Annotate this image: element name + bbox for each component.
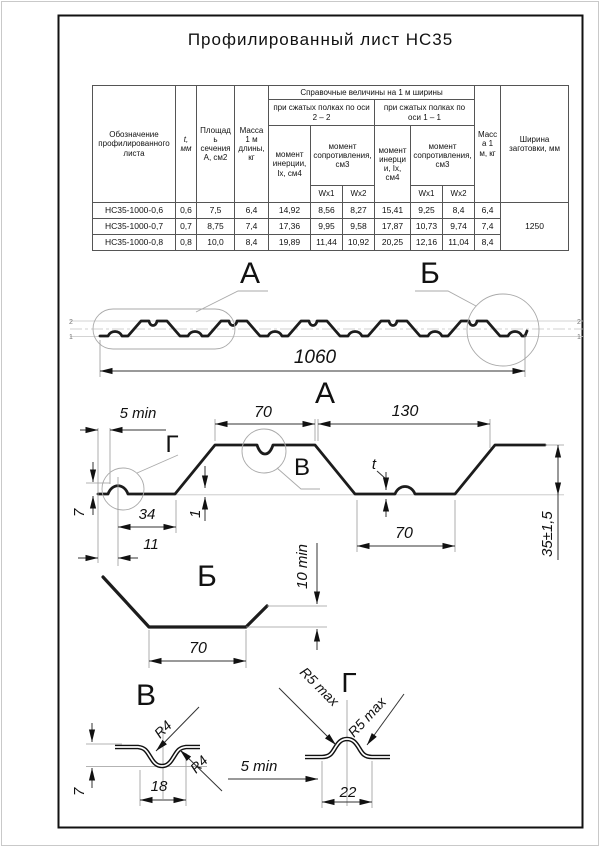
dim-11: 11 bbox=[143, 536, 159, 553]
dim-t: t bbox=[371, 456, 377, 473]
cell: 0,8 bbox=[176, 235, 197, 251]
detail-b-callout-circle bbox=[467, 294, 539, 366]
col-blank-width: Ширина заготовки, мм bbox=[501, 86, 569, 203]
col-wx1: Wx1 bbox=[311, 186, 343, 203]
cell: 0,7 bbox=[176, 219, 197, 235]
cell: 7,4 bbox=[475, 219, 501, 235]
cell: 10,92 bbox=[343, 235, 375, 251]
col-axis-1-1: при сжатых полках по оси 1 – 1 bbox=[375, 100, 475, 126]
col-inertia-1: момент инерции, Ix, см4 bbox=[375, 126, 411, 203]
dim-r5-left: R5 max bbox=[296, 663, 343, 710]
cell: 11,04 bbox=[443, 235, 475, 251]
dim-130: 130 bbox=[391, 403, 419, 420]
dim-r5-right: R5 max bbox=[344, 693, 390, 741]
page-title: Профилированный лист НС35 bbox=[187, 30, 454, 49]
detail-v-label: В bbox=[135, 679, 157, 712]
cell: 7,5 bbox=[197, 203, 235, 219]
dim-7: 7 bbox=[71, 508, 88, 517]
col-resistance-1: момент сопротивления, см3 bbox=[411, 126, 475, 186]
col-mass-1m: Масса 1 м, кг bbox=[475, 86, 501, 203]
cell: 9,25 bbox=[411, 203, 443, 219]
cell: НС35-1000-0,6 bbox=[93, 203, 176, 219]
detail-a-drawing bbox=[71, 377, 564, 566]
col-inertia-2: момент инерции, Ix, см4 bbox=[269, 126, 311, 203]
cell: 9,95 bbox=[311, 219, 343, 235]
cell: 9,74 bbox=[443, 219, 475, 235]
overview-drawing bbox=[69, 257, 583, 377]
cell: 8,56 bbox=[311, 203, 343, 219]
cell: 6,4 bbox=[235, 203, 269, 219]
dim-18: 18 bbox=[150, 778, 168, 795]
detail-b-label: Б bbox=[197, 560, 217, 593]
cell: 20,25 bbox=[375, 235, 411, 251]
detail-b-outline bbox=[103, 577, 267, 627]
col-wx2: Wx2 bbox=[343, 186, 375, 203]
cell: 8,4 bbox=[235, 235, 269, 251]
dim-34: 34 bbox=[138, 506, 156, 523]
dim-1: 1 bbox=[187, 509, 204, 518]
cell: 7,4 bbox=[235, 219, 269, 235]
cell: 15,41 bbox=[375, 203, 411, 219]
detail-g-callout-circle bbox=[102, 468, 144, 510]
col-designation: Обозначение профилированного листа bbox=[93, 86, 176, 203]
cell: 17,87 bbox=[375, 219, 411, 235]
detail-a-label: А bbox=[314, 377, 336, 410]
cell: 14,92 bbox=[269, 203, 311, 219]
callout-v-label: В bbox=[293, 454, 311, 481]
dim-r4-bottom: R4 bbox=[186, 752, 211, 777]
dim-22: 22 bbox=[339, 784, 357, 801]
dim-5min: 5 min bbox=[119, 405, 157, 422]
cell: 8,4 bbox=[475, 235, 501, 251]
col-resistance-2: момент сопротивления, см3 bbox=[311, 126, 375, 186]
cell: 9,58 bbox=[343, 219, 375, 235]
cell: 0,6 bbox=[176, 203, 197, 219]
dim-7: 7 bbox=[71, 787, 88, 796]
sheet-profile-outline bbox=[100, 321, 527, 336]
cell: 8,4 bbox=[443, 203, 475, 219]
col-mass-per-m: Масса 1 м длины, кг bbox=[235, 86, 269, 203]
detail-v-callout-circle bbox=[242, 429, 286, 473]
cell: НС35-1000-0,8 bbox=[93, 235, 176, 251]
dim-70: 70 bbox=[189, 640, 207, 657]
axis-1-label: 1 bbox=[577, 334, 581, 341]
col-reference-group: Справочные величины на 1 м ширины bbox=[269, 86, 475, 100]
overall-width-dim: 1060 bbox=[293, 347, 337, 368]
dim-r4-top: R4 bbox=[150, 717, 175, 742]
detail-g-rib-outline bbox=[305, 739, 390, 757]
detail-g-label: Г bbox=[341, 667, 357, 698]
col-area: Площадь сечения А, см2 bbox=[197, 86, 235, 203]
detail-v-drawing bbox=[71, 679, 318, 806]
dim-10min: 10 min bbox=[294, 543, 311, 589]
callout-g-label: Г bbox=[165, 431, 179, 458]
col-axis-2-2: при сжатых полках по оси 2 – 2 bbox=[269, 100, 375, 126]
col-thickness: t, мм bbox=[176, 86, 197, 203]
cell: НС35-1000-0,7 bbox=[93, 219, 176, 235]
cell: 10,73 bbox=[411, 219, 443, 235]
cell: 8,27 bbox=[343, 203, 375, 219]
dim-70-top: 70 bbox=[254, 404, 272, 421]
cell: 6,4 bbox=[475, 203, 501, 219]
dim-5min: 5 min bbox=[240, 758, 278, 775]
axis-1-label: 1 bbox=[69, 334, 73, 341]
callout-b-label: Б bbox=[420, 257, 440, 290]
axis-2-label: 2 bbox=[577, 319, 581, 326]
cell: 17,36 bbox=[269, 219, 311, 235]
cell: 12,16 bbox=[411, 235, 443, 251]
col-wx1: Wx1 bbox=[411, 186, 443, 203]
axis-2-label: 2 bbox=[69, 319, 73, 326]
cell-blank-width: 1250 bbox=[501, 203, 569, 251]
dim-70-bottom: 70 bbox=[395, 525, 413, 542]
dim-height: 35±1,5 bbox=[539, 511, 556, 557]
cell: 10,0 bbox=[197, 235, 235, 251]
cell: 11,44 bbox=[311, 235, 343, 251]
detail-b-drawing bbox=[103, 543, 327, 668]
cell: 19,89 bbox=[269, 235, 311, 251]
callout-a-label: А bbox=[239, 257, 261, 290]
col-wx2: Wx2 bbox=[443, 186, 475, 203]
cell: 8,75 bbox=[197, 219, 235, 235]
detail-g-drawing bbox=[279, 664, 404, 808]
callout-b-leader bbox=[415, 291, 476, 306]
